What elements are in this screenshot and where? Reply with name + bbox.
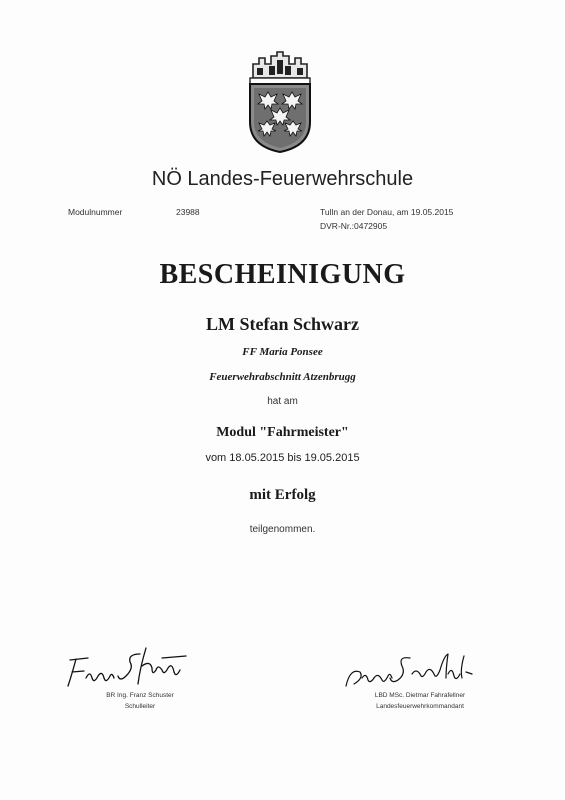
- course-date-range: vom 18.05.2015 bis 19.05.2015: [205, 452, 360, 464]
- left-signature: [62, 640, 192, 692]
- hat-am-text: hat am: [267, 396, 298, 407]
- left-signer-name: BR Ing. Franz Schuster: [106, 692, 174, 699]
- dvr-number: DVR-Nr.:0472905: [320, 221, 388, 231]
- certificate-title: BESCHEINIGUNG: [159, 259, 406, 290]
- result-text: mit Erfolg: [249, 487, 316, 503]
- fire-district: Feuerwehrabschnitt Atzenbrugg: [209, 371, 356, 383]
- module-number-value: 23988: [176, 207, 200, 217]
- right-signature: [340, 648, 480, 692]
- right-signer-role: Landesfeuerwehrkommandant: [376, 703, 464, 710]
- school-name: NÖ Landes-Feuerwehrschule: [151, 168, 414, 190]
- right-signer-name: LBD MSc. Dietmar Fahrafellner: [374, 692, 466, 699]
- fire-brigade: FF Maria Ponsee: [242, 346, 323, 358]
- module-number-label: Modulnummer: [68, 207, 123, 217]
- place-and-date: Tulln an der Donau, am 19.05.2015: [320, 207, 454, 217]
- recipient-name: LM Stefan Schwarz: [206, 314, 359, 334]
- left-signer-role: Schulleiter: [124, 703, 156, 710]
- lower-austria-coat-of-arms-icon: [245, 50, 315, 154]
- participated-text: teilgenommen.: [249, 524, 316, 535]
- module-name: Modul "Fahrmeister": [216, 425, 349, 440]
